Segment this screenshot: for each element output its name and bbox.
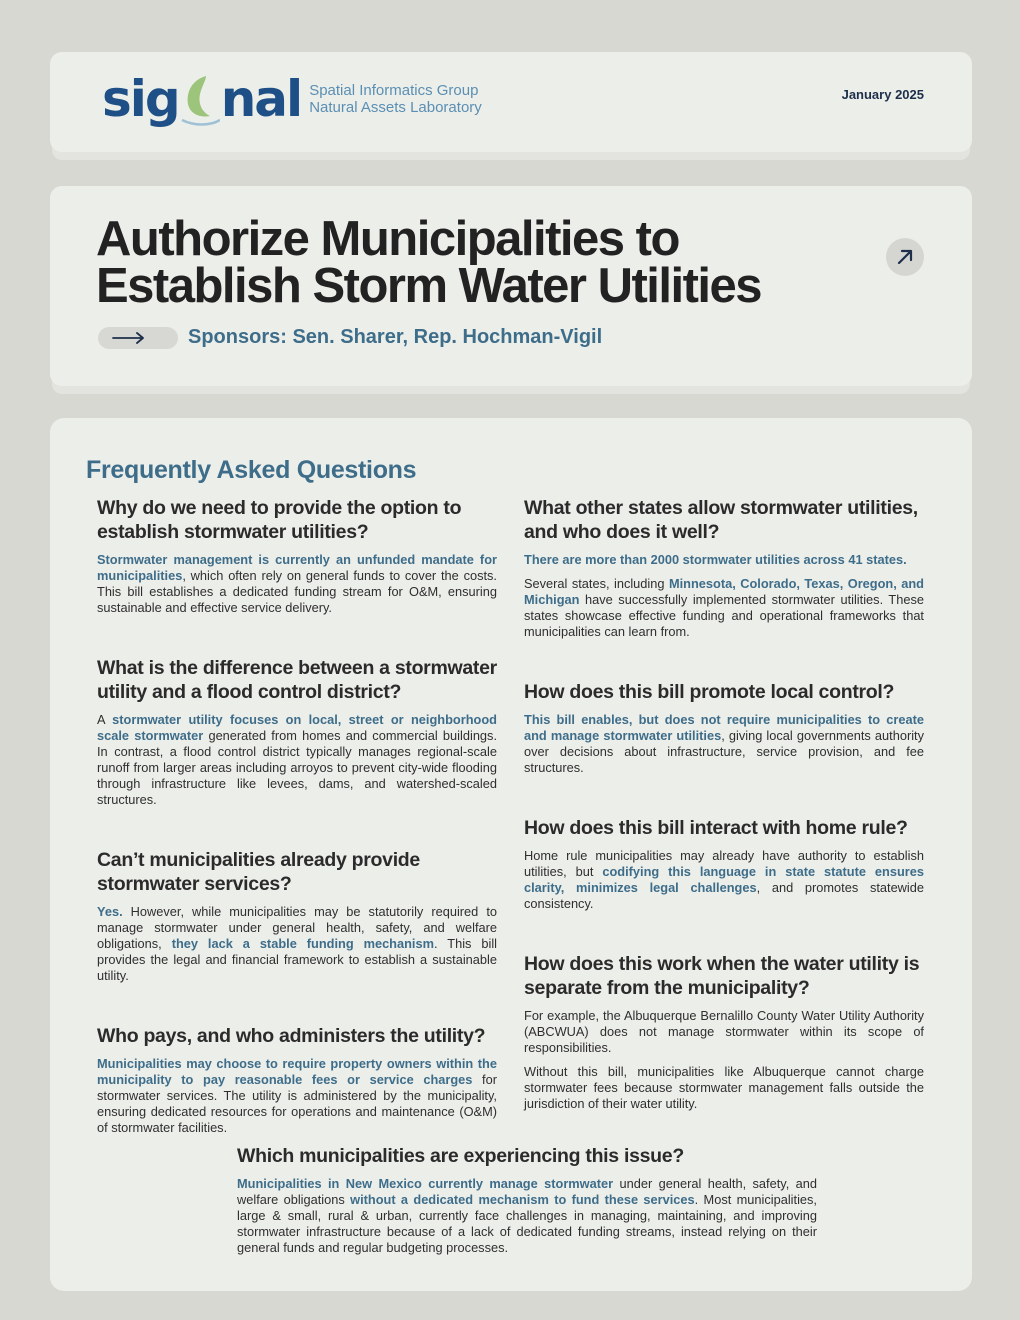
- answer-highlight: There are more than 2000 stormwater utilities across 41 states.: [524, 552, 907, 567]
- arrow-right-icon: [112, 332, 146, 344]
- logo-word-left: sig: [102, 70, 179, 128]
- faq-item: [524, 816, 924, 912]
- answer-highlight: Yes.: [97, 904, 123, 919]
- faq-item: [524, 952, 924, 1112]
- signal-logo: [102, 70, 482, 128]
- faq-question: What other states allow stormwater utilities, and who does it well?: [524, 497, 918, 543]
- page-title-line1: Authorize Municipalities to: [96, 212, 679, 266]
- answer-highlight: stormwater utility focuses on local, street or neighborhood scale stormwater: [97, 712, 497, 743]
- sponsor-row: [98, 326, 602, 349]
- answer-text: , giving local governments authority over decisions about infrastructure, service provision, and fee structures.: [524, 728, 925, 775]
- faq-answer: [97, 904, 497, 984]
- answer-highlight: Municipalities may choose to require property owners within the municipality to pay reasonable fees or service charges: [97, 1056, 497, 1087]
- answer-highlight: they lack a stable funding mechanism: [171, 936, 434, 951]
- publication-date: January 2025: [841, 87, 924, 102]
- faq-item: [97, 848, 497, 984]
- faq-heading: Frequently Asked Questions: [86, 456, 417, 484]
- answer-text: . Most municipalities, large & small, rural & urban, currently face challenges in managing, maintaining, and improving stormwater infrastructure because of a lack of dedicated funding streams, instead relying on their general funds and regular budgeting processes.: [237, 1192, 817, 1255]
- faq-card: [50, 418, 972, 1291]
- answer-text: , and promotes statewide consistency.: [524, 880, 925, 911]
- faq-question: What is the difference between a stormwater utility and a flood control district?: [97, 657, 497, 703]
- sponsor-pill: [98, 327, 178, 349]
- faq-item: [524, 680, 924, 776]
- faq-answer: [97, 1056, 497, 1136]
- faq-question: How does this bill interact with home rule?: [524, 817, 908, 839]
- answer-highlight: Municipalities in New Mexico currently manage stormwater: [237, 1176, 614, 1191]
- faq-item: [237, 1144, 817, 1264]
- answer-text: generated from homes and commercial buildings. In contrast, a flood control district typically manages regional-scale runoff from larger areas including arroyos to prevent city-wide flooding through infrastructure like levees, dams, and watershed-scaled structures.: [97, 728, 498, 807]
- logo-subtitle-line2: Natural Assets Laboratory: [309, 99, 482, 116]
- faq-answer: For example, the Albuquerque Bernalillo County Water Utility Authority (ABCWUA) does not manage stormwater within its scope of responsibilities.: [524, 1008, 924, 1055]
- answer-text: for stormwater services. The utility is administered by the municipality, ensuring dedicated resources for operations and maintenance (O&M) of stormwater facilities.: [97, 1072, 497, 1135]
- answer-highlight: Minnesota, Colorado, Texas, Oregon, and Michigan: [524, 576, 924, 607]
- page-title-line2: Establish Storm Water Utilities: [96, 259, 762, 313]
- answer-highlight: This bill enables, but does not require municipalities to create and manage stormwater utilities: [524, 712, 924, 743]
- faq-question: How does this work when the water utility is separate from the municipality?: [524, 953, 920, 999]
- answer-highlight: without a dedicated mechanism to fund these services: [350, 1192, 695, 1207]
- leaf-icon: [180, 74, 220, 124]
- answer-text: , which often rely on general funds to cover the costs. This bill establishes a dedicated funding stream for O&M, ensuring sustainable and effective service delivery.: [97, 568, 497, 615]
- sponsors-text: Sponsors: Sen. Sharer, Rep. Hochman-Vigil: [188, 326, 603, 348]
- logo-word-right: nal: [220, 70, 302, 128]
- page-title: [96, 212, 856, 313]
- faq-column-right: [524, 496, 924, 1152]
- faq-answer: [524, 552, 924, 568]
- answer-text: have successfully implemented stormwater utilities. These states showcase effective funding and operational frameworks that municipalities can learn from.: [524, 592, 924, 639]
- answer-text: Home rule municipalities may already have authority to establish utilities, but: [524, 848, 924, 879]
- answer-text: under general health, safety, and welfare obligations: [237, 1176, 817, 1207]
- open-link-button[interactable]: [886, 238, 924, 276]
- faq-answer: [97, 552, 497, 616]
- answer-text: . This bill provides the legal and financial framework to establish a sustainable utility.: [97, 936, 498, 983]
- faq-question: Can’t municipalities already provide stormwater services?: [97, 849, 420, 895]
- logo-subtitle-line1: Spatial Informatics Group: [309, 82, 479, 99]
- answer-text: A: [97, 712, 113, 727]
- answer-text: Several states, including: [524, 576, 669, 591]
- faq-column-left: [97, 496, 497, 1176]
- faq-question: Which municipalities are experiencing this issue?: [237, 1145, 684, 1167]
- faq-answer: Without this bill, municipalities like Albuquerque cannot charge stormwater fees because stormwater management falls outside the jurisdiction of their water utility.: [524, 1064, 924, 1111]
- faq-question: Who pays, and who administers the utility?: [97, 1025, 486, 1047]
- arrow-up-right-icon: [895, 247, 915, 267]
- faq-answer: [97, 712, 497, 808]
- faq-item: [524, 496, 924, 640]
- faq-question: Why do we need to provide the option to establish stormwater utilities?: [97, 497, 462, 543]
- answer-highlight: codifying this language in state statute ensures clarity, minimizes legal challenges: [524, 864, 924, 895]
- logo-wordmark: [102, 70, 302, 128]
- logo-subtitle: [309, 82, 482, 116]
- faq-question: How does this bill promote local control?: [524, 681, 895, 703]
- answer-highlight: Stormwater management is currently an unfunded mandate for municipalities: [97, 552, 497, 583]
- faq-item: [97, 1024, 497, 1136]
- answer-text: However, while municipalities may be statutorily required to manage stormwater under general health, safety, and welfare obligations,: [97, 904, 497, 951]
- faq-answer: [524, 848, 924, 912]
- faq-answer: [524, 712, 924, 776]
- header-card: [50, 52, 972, 152]
- faq-item: [97, 656, 497, 808]
- faq-answer: [237, 1176, 817, 1256]
- faq-item: [97, 496, 497, 616]
- title-card: [50, 186, 972, 386]
- faq-answer: [524, 576, 924, 640]
